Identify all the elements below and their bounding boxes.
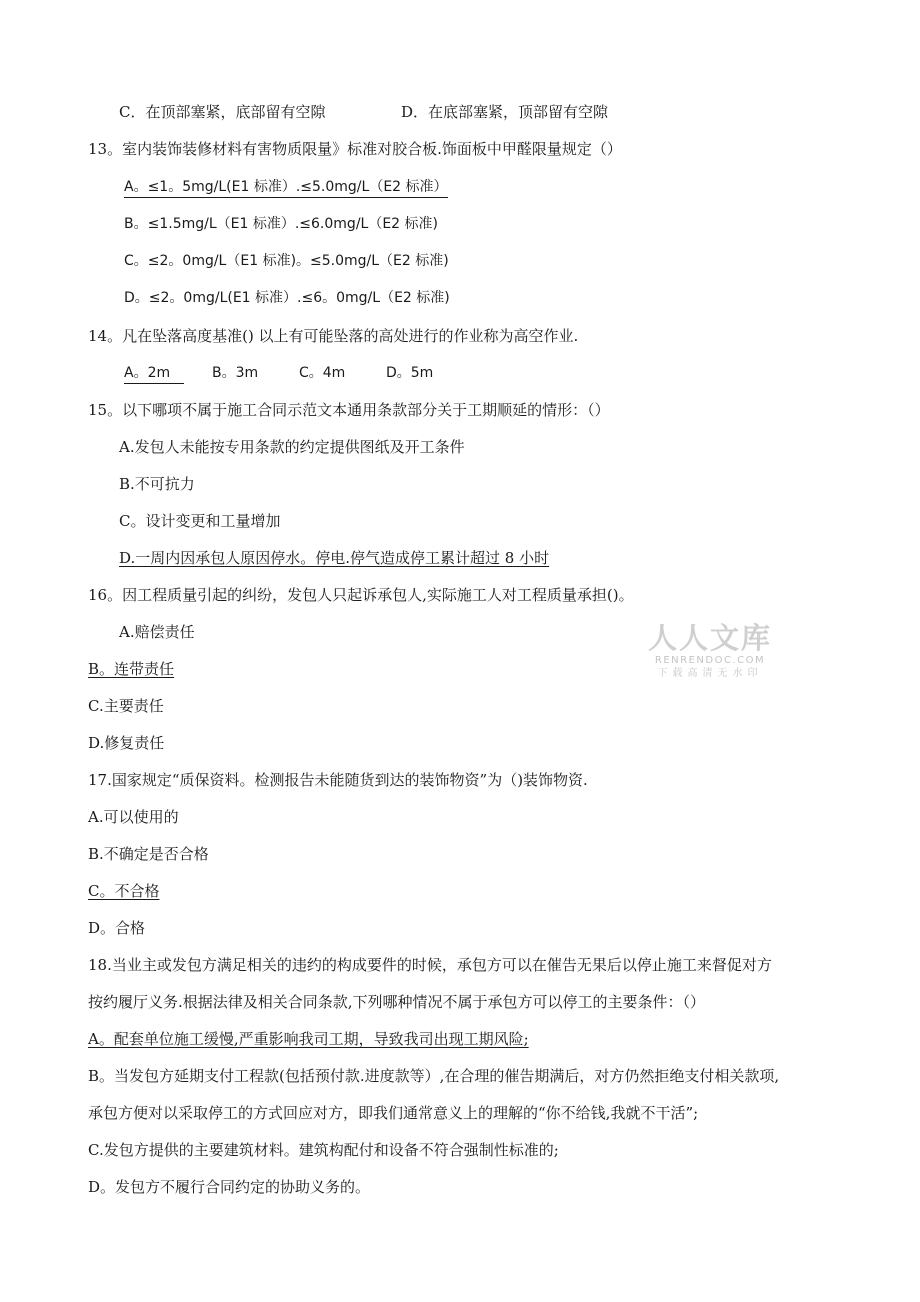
q13-option-a <box>124 177 448 198</box>
watermark-site: RENRENDOC.COM <box>654 655 766 666</box>
q13-option-c: C。≤2。0mg/L（E1 标准)。≤5.0mg/L（E2 标准) <box>124 253 449 269</box>
q14-option-a <box>124 363 184 384</box>
q18-option-b-line-2: 承包方便对以采取停工的方式回应对方，即我们通常意义上的理解的“你不给钱,我就不干活”; <box>88 1104 699 1122</box>
q17-option-c <box>88 881 159 901</box>
q15-option-d <box>119 548 549 568</box>
q16-option-d: D.修复责任 <box>88 734 165 752</box>
q18-option-d: D。发包方不履行合同约定的协助义务的。 <box>88 1178 371 1196</box>
q18-option-a <box>88 1029 529 1049</box>
q16-option-c: C.主要责任 <box>88 697 164 715</box>
q14-option-b: B。3m <box>212 365 259 381</box>
q15-option-a: A.发包人未能按专用条款的约定提供图纸及开工条件 <box>119 438 465 456</box>
q18-option-a-text: A。配套单位施工缓慢,严重影响我司工期，导致我司出现工期风险; <box>88 1030 529 1048</box>
q13-option-b: B。≤1.5mg/L（E1 标准）.≤6.0mg/L（E2 标准) <box>124 216 438 232</box>
q12-option-c: C．在顶部塞紧，底部留有空隙 <box>119 103 326 121</box>
q15-stem: 15。以下哪项不属于施工合同示范文本通用条款部分关于工期顺延的情形：（） <box>88 401 610 419</box>
q16-option-b <box>88 659 174 679</box>
q17-option-b: B.不确定是否合格 <box>88 845 209 863</box>
q18-option-c: C.发包方提供的主要建筑材料。建筑构配付和设备不符合强制性标准的; <box>88 1141 559 1159</box>
q13-stem: 13。室内装饰装修材料有害物质限量》标准对胶合板.饰面板中甲醛限量规定（） <box>88 140 622 158</box>
q16-stem: 16。因工程质量引起的纠纷，发包人只起诉承包人,实际施工人对工程质量承担()。 <box>88 586 634 604</box>
watermark-slogan: 下载高清无水印 <box>657 668 763 679</box>
q16-option-a: A.赔偿责任 <box>119 623 195 641</box>
q18-stem-line-2: 按约履厅义务.根据法律及相关合同条款,下列哪种情况不属于承包方可以停工的主要条件：（） <box>88 993 706 1011</box>
q15-option-b: B.不可抗力 <box>119 475 195 493</box>
q13-option-a-text: A。≤1。5mg/L(E1 标准）.≤5.0mg/L（E2 标准） <box>124 178 448 198</box>
q14-option-a-text: A。2m <box>124 364 184 384</box>
q16-option-b-text: B。连带责任 <box>88 660 175 678</box>
q14-stem: 14。凡在坠落高度基准() 以上有可能坠落的高处进行的作业称为高空作业. <box>88 327 579 345</box>
q14-option-c: C。4m <box>299 365 346 381</box>
q13-option-d: D。≤2。0mg/L(E1 标准）.≤6。0mg/L（E2 标准) <box>124 290 450 306</box>
watermark-title: 人人文库 <box>647 621 772 655</box>
q12-option-d: D．在底部塞紧，顶部留有空隙 <box>401 103 609 121</box>
watermark <box>640 622 780 680</box>
q15-option-c: C。设计变更和工量增加 <box>119 512 281 530</box>
q17-stem: 17.国家规定“质保资料。检测报告未能随货到达的装饰物资”为（)装饰物资. <box>88 771 588 789</box>
q17-option-d: D。合格 <box>88 919 146 937</box>
q14-option-d: D。5m <box>386 365 434 381</box>
q18-option-b-line-1: B。当发包方延期支付工程款(包括预付款.进度款等）,在合理的催告期满后，对方仍然拒绝支付相关款项, <box>88 1067 780 1085</box>
q17-option-c-text: C。不合格 <box>88 882 160 900</box>
q17-option-a: A.可以使用的 <box>88 808 179 826</box>
q15-option-d-text: D.一周内因承包人原因停水。停电.停气造成停工累计超过 8 小时 <box>119 549 550 567</box>
q18-stem-line-1: 18.当业主或发包方满足相关的违约的构成要件的时候，承包方可以在催告无果后以停止施工来督促对方 <box>88 956 772 974</box>
